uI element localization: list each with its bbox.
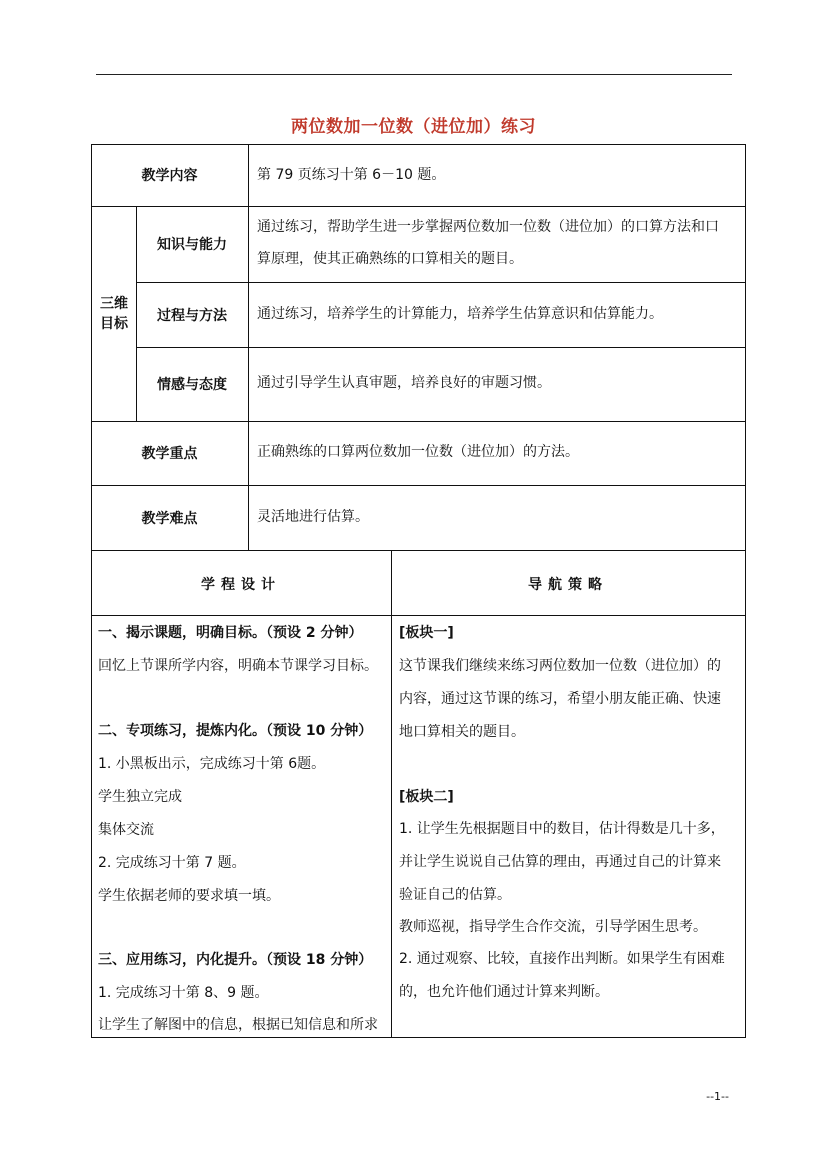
column-header-guidance-strategy: 导航策略: [528, 577, 608, 593]
header-rule: [96, 74, 732, 75]
label-process-method: 过程与方法: [157, 307, 227, 324]
right-line: 地口算相关的题目。: [399, 724, 525, 740]
left-line: 学生依据老师的要求填一填。: [98, 888, 280, 904]
left-line: 1. 完成练习十第 8、9 题。: [98, 985, 269, 1001]
right-line: 的，也允许他们通过计算来判断。: [399, 984, 609, 1000]
left-line: 回忆上节课所学内容，明确本节课学习目标。: [98, 658, 378, 674]
text-emotion-attitude: 通过引导学生认真审题，培养良好的审题习惯。: [257, 375, 551, 391]
column-header-learning-design: 学程设计: [201, 577, 281, 593]
label-knowledge-ability: 知识与能力: [157, 237, 227, 253]
text-knowledge-ability: [257, 211, 742, 275]
right-line: [板块一]: [399, 625, 454, 641]
right-line: 验证自己的估算。: [399, 887, 511, 903]
right-line: 教师巡视，指导学生合作交流，引导学困生思考。: [399, 919, 707, 935]
left-line: 三、应用练习，内化提升。（预设 18 分钟）: [98, 952, 373, 968]
left-line: 一、揭示课题，明确目标。（预设 2 分钟）: [98, 625, 363, 641]
document-title: 两位数加一位数（进位加）练习: [291, 117, 536, 137]
label-three-dimensional-goals: 三维目标: [100, 296, 128, 332]
right-line: 并让学生说说自己估算的理由，再通过自己的计算来: [399, 854, 721, 870]
right-line: 内容，通过这节课的练习，希望小朋友能正确、快速: [399, 691, 721, 707]
right-line: 2. 通过观察、比较，直接作出判断。如果学生有困难: [399, 951, 725, 967]
left-line: 二、专项练习，提炼内化。（预设 10 分钟）: [98, 723, 373, 739]
label-teaching-content: 教学内容: [141, 168, 198, 184]
right-line: 这节课我们继续来练习两位数加一位数（进位加）的: [399, 658, 721, 674]
right-line: 1. 让学生先根据题目中的数目，估计得数是几十多，: [399, 821, 725, 837]
text-teaching-content: 第 79 页练习十第 6－10 题。: [257, 167, 446, 183]
label-teaching-key: 教学重点: [141, 446, 198, 462]
right-line: [板块二]: [399, 789, 454, 805]
left-line: 2. 完成练习十第 7 题。: [98, 855, 246, 871]
left-line: 1. 小黑板出示，完成练习十第 6题。: [98, 756, 326, 772]
text-process-method: 通过练习，培养学生的计算能力，培养学生估算意识和估算能力。: [257, 306, 663, 322]
text-line: 算原理，使其正确熟练的口算相关的题目。: [257, 251, 523, 267]
text-teaching-difficulty: 灵活地进行估算。: [257, 509, 369, 525]
left-line: 集体交流: [98, 822, 154, 838]
left-line: 让学生了解图中的信息，根据已知信息和所求: [98, 1017, 378, 1033]
left-line: 学生独立完成: [98, 789, 182, 805]
text-teaching-key: 正确熟练的口算两位数加一位数（进位加）的方法。: [257, 444, 579, 460]
label-emotion-attitude: 情感与态度: [157, 377, 227, 393]
page-number: --1--: [706, 1090, 729, 1103]
text-line: 通过练习，帮助学生进一步掌握两位数加一位数（进位加）的口算方法和口: [257, 219, 719, 235]
label-teaching-difficulty: 教学难点: [141, 510, 198, 527]
